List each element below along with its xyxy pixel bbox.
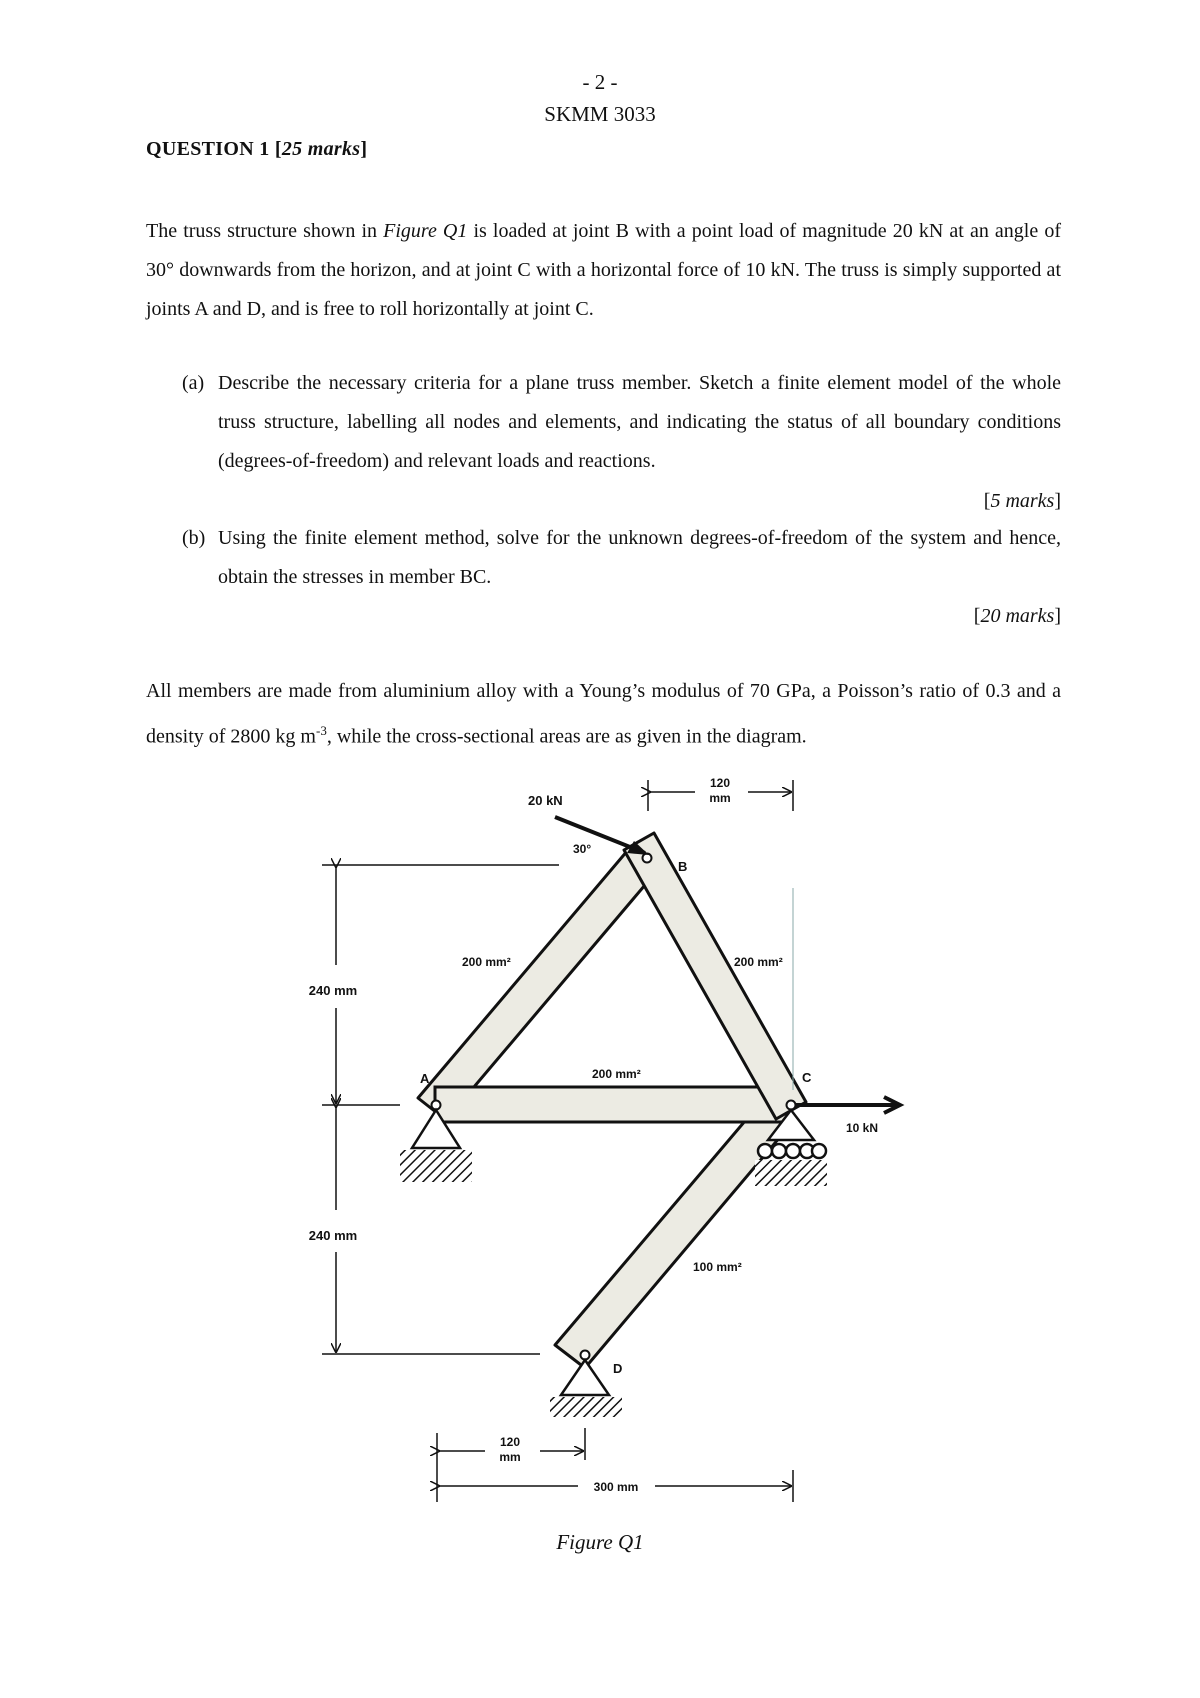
- density-exponent: -3: [316, 723, 327, 738]
- part-a-marks-value: 5 marks: [990, 490, 1055, 512]
- intro-text-1: The truss structure shown in: [146, 220, 384, 242]
- intro-text-2: is loaded at joint B with a point load of magnitude 20 kN at an angle of 30° downwards from the horizon, and at joint C with a horizontal force of 10 kN. The truss is simply supported at joints A and D, and is free to roll horizontally at joint C.: [146, 220, 1061, 320]
- part-b: [182, 519, 1061, 597]
- question-marks: 25 marks: [281, 138, 361, 160]
- figure-reference: Figure Q1: [383, 220, 468, 242]
- joint-b-pin: [643, 854, 652, 863]
- part-b-marks: [20 marks]: [973, 605, 1061, 627]
- node-a-label: A: [420, 1071, 430, 1086]
- material-paragraph: [146, 672, 1061, 757]
- figure-caption: Figure Q1: [556, 1530, 644, 1554]
- area-bc-label: 200 mm²: [734, 955, 783, 969]
- angle-label: 30°: [573, 842, 592, 856]
- support-d: [550, 1360, 622, 1417]
- material-text-1: All members are made from aluminium alloy with a Young’s modulus of 70 GPa, a Poisson’s ratio of 0.3 and a density of 2800 kg m: [146, 680, 1061, 748]
- dim-top-value: 120: [709, 776, 731, 790]
- node-b-label: B: [678, 859, 688, 874]
- dim-width-label: 300 mm: [593, 1480, 639, 1494]
- material-text-2: , while the cross-sectional areas are as given in the diagram.: [326, 725, 807, 748]
- load-b-label: 20 kN: [528, 793, 563, 808]
- dim-bottom-value: 120: [499, 1435, 521, 1449]
- part-b-text: Using the finite element method, solve for the unknown degrees-of-freedom of the system and hence, obtain the stresses in member BC.: [218, 527, 1061, 588]
- node-c-label: C: [802, 1070, 812, 1085]
- load-c-label: 10 kN: [846, 1121, 879, 1135]
- dim-top-unit: mm: [709, 791, 731, 805]
- member-bc: [624, 833, 806, 1119]
- truss-figure: [290, 765, 930, 1525]
- node-d-label: D: [613, 1361, 623, 1376]
- area-ac-label: 200 mm²: [592, 1067, 641, 1081]
- member-cd: [555, 1101, 791, 1368]
- dim-bottom-unit: mm: [499, 1450, 521, 1464]
- part-a-label: (a): [182, 372, 205, 394]
- question-title-end: ]: [360, 138, 368, 160]
- load-arrow-b: [555, 817, 649, 855]
- area-ab-label: 200 mm²: [462, 955, 511, 969]
- page-number: - 2 -: [582, 70, 618, 94]
- load-arrow-c: [796, 1097, 900, 1113]
- question-title: [146, 138, 367, 161]
- part-a-text: Describe the necessary criteria for a plane truss member. Sketch a finite element model of the whole truss structure, labelling all nodes and elements, and indicating the status of all boundary conditions (degrees-of-freedom) and relevant loads and reactions.: [218, 372, 1061, 472]
- course-code: SKMM 3033: [544, 102, 656, 126]
- part-b-marks-value: 20 marks: [980, 605, 1055, 627]
- part-a-marks: [5 marks]: [983, 490, 1061, 512]
- question-title-text: QUESTION 1 [: [146, 138, 282, 160]
- area-cd-label: 100 mm²: [693, 1260, 742, 1274]
- part-b-label: (b): [182, 527, 206, 549]
- member-ac: [435, 1087, 791, 1122]
- intro-paragraph: [146, 212, 1061, 329]
- dim-height-lower-label: 240 mm: [308, 1228, 358, 1243]
- part-a: [182, 364, 1061, 481]
- dim-height-upper-label: 240 mm: [308, 983, 358, 998]
